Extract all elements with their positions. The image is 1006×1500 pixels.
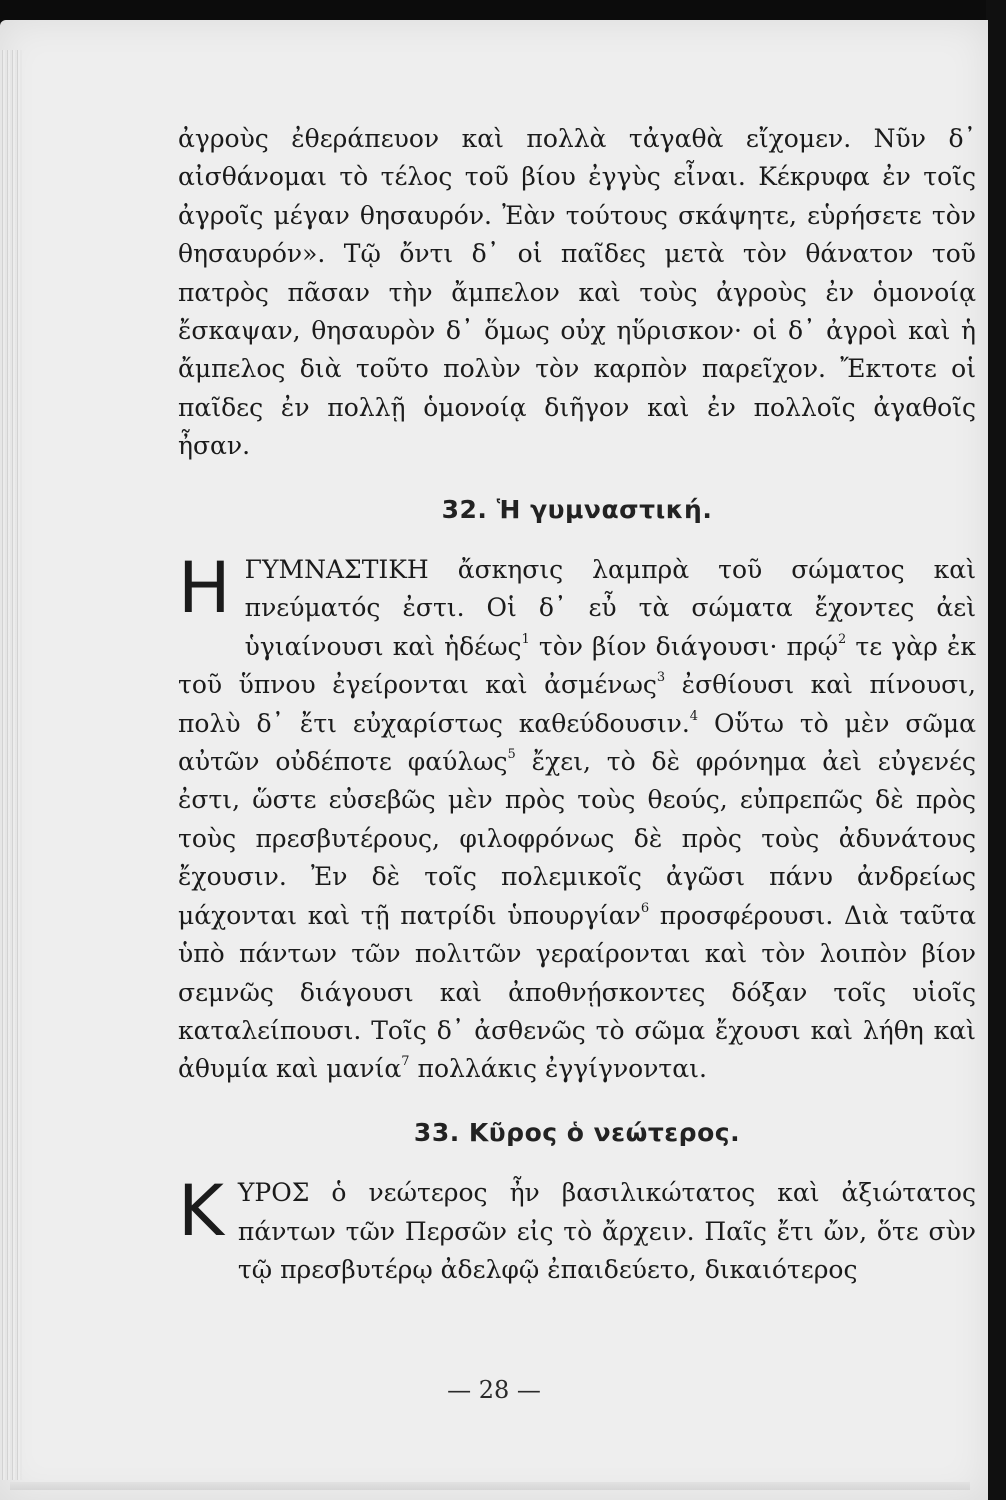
s32-text-1: ΓΥΜΝΑΣΤΙΚΗ ἄσκησις λαμπρὰ τοῦ σώματος καὶ πνεύματός ἐστι. Οἱ δ᾽ εὖ τὰ σώματα ἔχοντες ἀεὶ ὑγιαίνουσι καὶ ἡδέως bbox=[244, 555, 976, 661]
footnote-mark-7: 7 bbox=[401, 1054, 410, 1070]
footnote-mark-2: 2 bbox=[838, 631, 847, 647]
page-edges-bottom bbox=[10, 1482, 970, 1490]
s32-text-7: προσφέρουσι. Διὰ ταῦτα ὑπὸ πάντων τῶν πολιτῶν γεραίρονται καὶ τὸν λοιπὸν βίον σεμνῶς διάγουσι καὶ ἀποθνῄσκοντες δόξαν τοῖς υἱοῖς καταλείπουσι. Τοῖς δ᾽ ἀσθενῶς τὸ σῶμα ἔχουσι καὶ λήθη καὶ ἀθυμία καὶ μανία bbox=[178, 900, 977, 1084]
s32-text-6: ἔχει, τὸ δὲ φρόνημα ἀεὶ εὐγενές ἐστι, ὥστε εὐσεβῶς μὲν πρὸς τοὺς θεούς, εὐπρεπῶς δὲ πρὸς τοὺς πρεσβυτέρους, φιλοφρόνως δὲ πρὸς τοὺς ἀδυνάτους ἔχουσιν. Ἐν δὲ τοῖς πολεμικοῖς ἀγῶσι πάνυ ἀνδρείως μάχονται καὶ τῇ πατρίδι ὑπουργίαν bbox=[178, 747, 976, 930]
section-32-paragraph bbox=[178, 547, 977, 1089]
s32-text-8: πολλάκις ἐγγίγνονται. bbox=[409, 1054, 707, 1084]
section-33-paragraph bbox=[178, 1170, 976, 1289]
scan-border-top bbox=[0, 0, 1006, 22]
drop-cap-eta: Η bbox=[178, 547, 231, 630]
page-edges-left bbox=[0, 50, 22, 1480]
s32-text-5: Οὕτω τὸ μὲν σῶμα αὐτῶν οὐδέποτε φαύλως bbox=[178, 708, 976, 777]
footnote-mark-6: 6 bbox=[640, 900, 650, 916]
footnote-mark-5: 5 bbox=[507, 747, 516, 763]
s33-text: ΥΡΟΣ ὁ νεώτερος ἦν βασιλικώτατος καὶ ἀξιώτατος πάντων τῶν Περσῶν εἰς τὸ ἄρχειν. Παῖς ἔτι ὤν, ὅτε σὺν τῷ πρεσβυτέρῳ ἀδελφῷ ἐπαιδεύετο, δικαιότερος bbox=[237, 1178, 976, 1284]
section-32-heading: 32. Ἡ γυμναστική. bbox=[441, 494, 713, 524]
s32-text-2: τὸν βίον διάγουσι· πρῴ bbox=[529, 631, 839, 661]
page-number: — 28 — bbox=[447, 1376, 541, 1404]
drop-cap-kappa: Κ bbox=[178, 1170, 224, 1253]
scan-border-right bbox=[986, 0, 1006, 1500]
continued-paragraph: ἀγροὺς ἐθεράπευον καὶ πολλὰ τἀγαθὰ εἴχομεν. Νῦν δ᾽ αἰσθάνομαι τὸ τέλος τοῦ βίου ἐγγὺς εἶναι. Κέκρυφα ἐν τοῖς ἀγροῖς μέγαν θησαυρόν. Ἐὰν τούτους σκάψητε, εὑρήσετε τὸν θησαυρόν». Τῷ ὄντι δ᾽ οἱ παῖδες μετὰ τὸν θάνατον τοῦ πατρὸς πᾶσαν τὴν ἄμπελον καὶ τοὺς ἀγροὺς ἐν ὁμονοίᾳ ἔσκαψαν, θησαυρὸν δ᾽ ὅμως οὐχ ηὕρισκον· οἱ δ᾽ ἀγροὶ καὶ ἡ ἄμπελος διὰ τοῦτο πολὺν τὸν καρπὸν παρεῖχον. Ἔκτοτε οἱ παῖδες ἐν πολλῇ ὁμονοίᾳ διῆγον καὶ ἐν πολλοῖς ἀγαθοῖς ἦσαν. bbox=[178, 124, 976, 461]
footnote-mark-4: 4 bbox=[689, 708, 699, 724]
section-33-heading: 33. Κῦρος ὁ νεώτερος. bbox=[413, 1117, 741, 1147]
footnote-mark-1: 1 bbox=[521, 631, 530, 647]
s32-text-4: ἐσθίουσι καὶ πίνουσι, πολὺ δ᾽ ἔτι εὐχαρίστως καθεύδουσιν. bbox=[178, 670, 976, 738]
footnote-mark-3: 3 bbox=[656, 670, 666, 686]
s32-text-3: τε γὰρ ἐκ τοῦ ὕπνου ἐγείρονται καὶ ἀσμένως bbox=[178, 631, 976, 700]
page-text-block bbox=[178, 120, 976, 1289]
